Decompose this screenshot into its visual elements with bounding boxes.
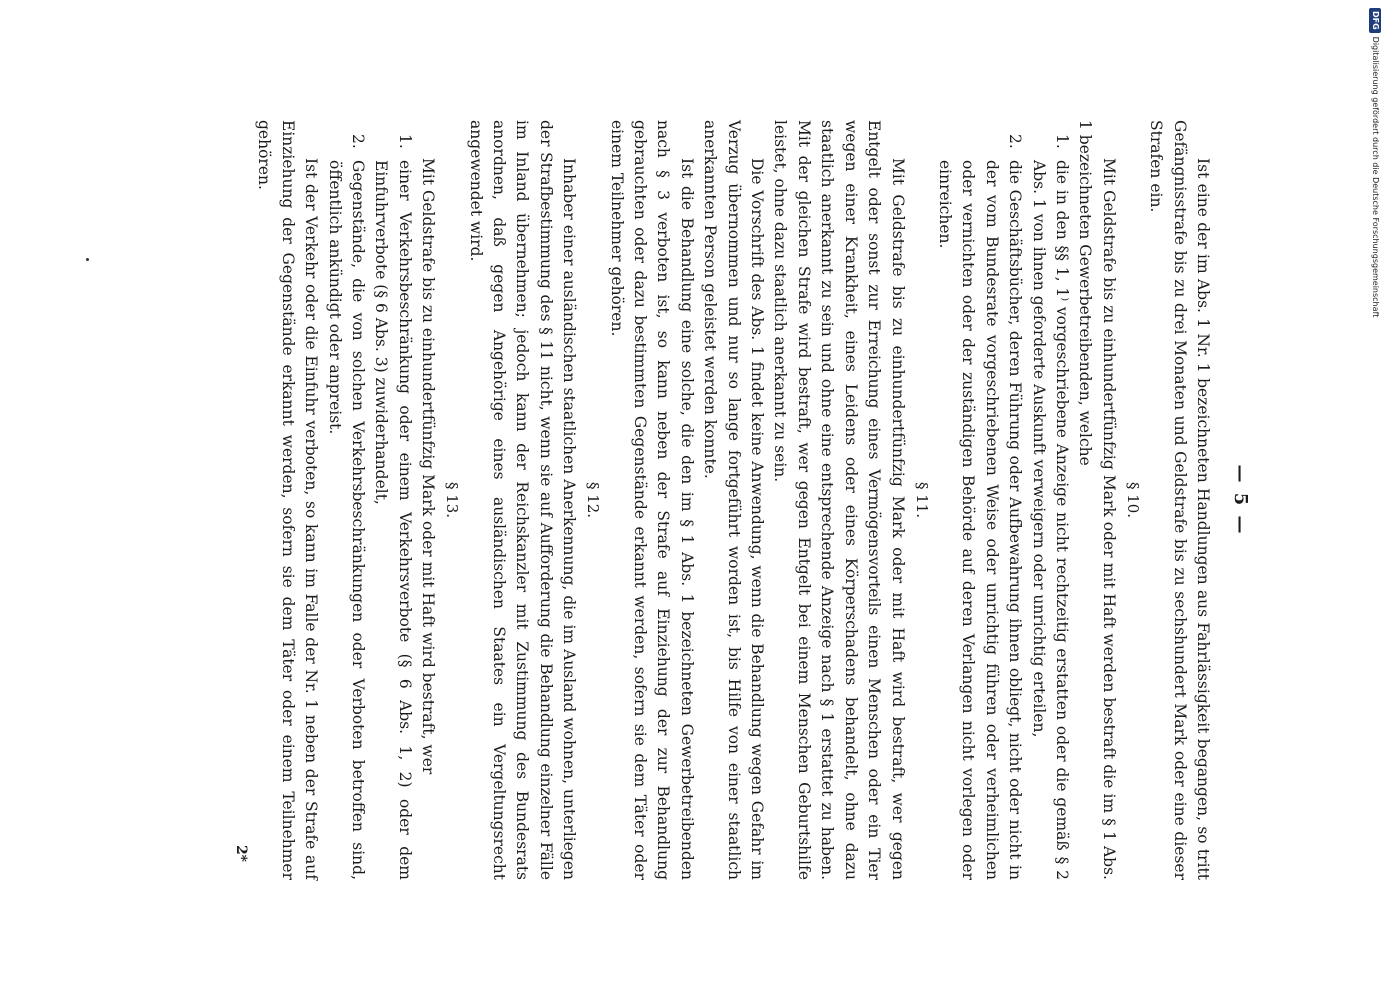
digitization-notice-text: Digitalisierung gefördert durch die Deutsche Forschungsgemeinschaft bbox=[1371, 36, 1380, 318]
digitization-notice-line bbox=[1369, 8, 1381, 428]
section-13-text: Mit Geldstrafe bis zu einhundertfünfzig Mark oder mit Haft wird bestraft, wer bbox=[419, 158, 438, 775]
item-number: 2. bbox=[349, 134, 367, 149]
section-10-item-1 bbox=[1026, 120, 1073, 880]
item-number: 1. bbox=[1052, 134, 1071, 149]
section-10-item-2 bbox=[933, 120, 1027, 880]
dfg-logo: DFG bbox=[1369, 8, 1381, 33]
section-10-heading: § 10. bbox=[1123, 481, 1142, 519]
section-13-item-1 bbox=[369, 120, 416, 880]
item-text: einer Verkehrsbeschränkung oder einem Verkehrsverbote (§ 6 Abs. 1, 2) oder dem Einfuhrverbote (§ 6 Abs. 3) zuwiderhandelt, bbox=[372, 160, 414, 880]
section-11-paragraph-1: Mit Geldstrafe bis zu einhundertfünfzig Mark oder mit Haft wird bestraft, wer gegen Entgelt oder sonst zur Erreichung eines Vermögensvorteils einen Menschen oder ein Tier wegen einer Krankheit, eines Leidens oder eines Körperschadens behandelt, ohne dazu staatlich anerkannt zu sein und ohne eine entsprechende Anzeige nach § 1 erstattet zu haben. Mit der gleichen Strafe wird bestraft, wer gegen Entgelt bei einem Menschen Geburtshilfe leistet, ohne dazu staatlich anerkannt zu sein. bbox=[771, 120, 907, 880]
section-11-heading: § 11. bbox=[912, 481, 931, 519]
page-header: — 5 — bbox=[1230, 464, 1251, 536]
section-11-paragraph-3: Ist die Behandlung eine solche, die den im § 1 Abs. 1 bezeichneten Gewerbetreibenden nach § 3 verboten ist, so kann neben der Strafe auf Einziehung der zur Behandlung gebrauchten oder dazu bestimmten Gegenstände erkannt werden, sofern sie dem Täter oder einem Teilnehmer gehören. bbox=[607, 120, 696, 880]
section-13-paragraph-end: Ist der Verkehr oder die Einfuhr verboten, so kann im Falle der Nr. 1 neben der Strafe auf Einziehung der Gegenstände erkannt werden, sofern sie dem Täter oder einem Teilnehmer gehören. bbox=[255, 120, 321, 880]
item-text: Gegenstände, die von solchen Verkehrsbeschränkungen oder Verboten betroffen sind, öffentlich ankündigt oder anpreist. bbox=[325, 160, 367, 880]
section-13-heading: § 13. bbox=[443, 481, 462, 519]
digitization-notice bbox=[1369, 8, 1381, 428]
item-number: 1. bbox=[395, 134, 414, 149]
document-page bbox=[180, 120, 1260, 880]
section-11-paragraph-2: Die Vorschrift des Abs. 1 findet keine Anwendung, wenn die Behandlung wegen Gefahr im Verzug übernommen und nur so lange fortgeführt worden ist, bis Hilfe von einer staatlich anerkannten Person geleistet werden konnte. bbox=[701, 120, 767, 880]
sheet-number: 2* bbox=[232, 844, 249, 862]
section-13-item-2 bbox=[322, 120, 369, 880]
section-12-heading: § 12. bbox=[584, 481, 603, 519]
section-12-paragraph-1: Inhaber einer ausländischen staatlichen Anerkennung, die im Ausland wohnen, unterliegen der Strafbestimmung des § 11 nicht, wenn sie auf Aufforderung die Behandlung einzelner Fälle im Inland übernehmen; jedoch kann der Reichskanzler mit Zustimmung des Bundesrats anordnen, daß gegen Angehörige eines ausländischen Staates ein Vergeltungsrecht angewendet wird. bbox=[466, 120, 579, 880]
item-number: 2. bbox=[1006, 134, 1025, 149]
section-10-text: Mit Geldstrafe bis zu einhundertfünfzig Mark oder mit Haft werden bestraft die im § 1 Abs. 1 bezeichneten Gewerbetreibenden, welche bbox=[1076, 120, 1118, 880]
paragraph-intro: Ist eine der im Abs. 1 Nr. 1 bezeichneten Handlungen aus Fahrlässigkeit begangen, so tritt Gefängnisstrafe bis zu drei Monaten und Geldstrafe bis zu sechshundert Mark oder eine dieser Strafen ein. bbox=[1147, 120, 1212, 880]
item-text: die Geschäftsbücher, deren Führung oder Aufbewahrung ihnen obliegt, nicht oder nicht in der vom Bundesrate vorgeschriebenen Weise oder unrichtig führen oder verheimlichen oder vernichten oder der zuständigen Behörde auf deren Verlangen nicht vorlegen oder einreichen. bbox=[935, 160, 1025, 880]
item-text: die in den §§ 1, 1⁾ vorgeschriebene Anzeige nicht rechtzeitig erstatten oder die gemäß § 2 Abs. 1 von ihnen geforderte Auskunft verweigern oder unrichtig erteilen, bbox=[1029, 160, 1071, 880]
scan-speck bbox=[86, 258, 89, 261]
